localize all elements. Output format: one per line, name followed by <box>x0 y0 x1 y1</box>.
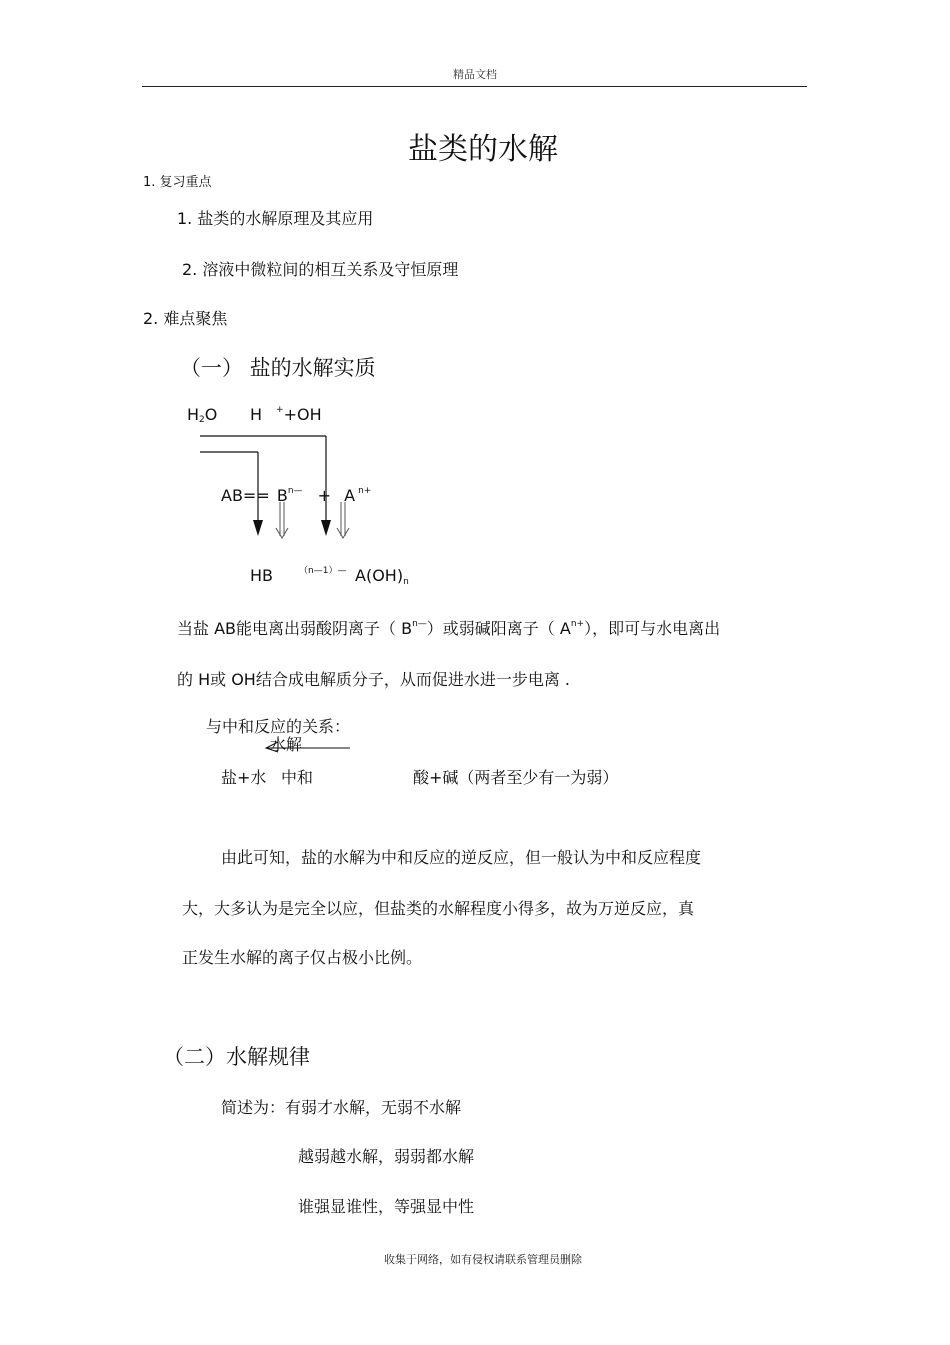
aoh-product: $A(OH)_n$ <box>355 566 409 587</box>
equation-right: 酸+碱（两者至少有一为弱） <box>413 768 619 787</box>
subsection-1-heading: （一） 盐的水解实质 <box>180 356 376 380</box>
review-point-2: 2. 溶液中微粒间的相互关系及守恒原理 <box>182 260 459 279</box>
section-1-label: 1. 复习重点 <box>143 175 212 190</box>
equation-middle: 中和 <box>281 768 314 787</box>
h-arrow-head <box>253 520 263 536</box>
paragraph-2-line-1: 由此可知，盐的水解为中和反应的逆反应，但一般认为中和反应程度 <box>221 848 702 867</box>
b-arrow-head <box>276 528 288 538</box>
a-arrow-head <box>337 528 349 538</box>
rule-line-1: 简述为：有弱才水解，无弱不水解 <box>221 1098 462 1117</box>
paragraph-2-line-3: 正发生水解的离子仅占极小比例。 <box>182 948 423 967</box>
h-plus-label: H ++OH <box>250 405 322 424</box>
paragraph-1-line-2: 的 H或 OH结合成电解质分子，从而促进水进一步电离 . <box>177 670 571 689</box>
subsection-2-heading: （二）水解规律 <box>163 1045 310 1069</box>
section-2-label: 2. 难点聚焦 <box>143 309 228 328</box>
equation-left: 盐+水 <box>221 768 267 787</box>
review-point-1: 1. 盐类的水解原理及其应用 <box>177 209 374 228</box>
paragraph-1-line-1: 当盐 AB能电离出弱酸阴离子（ $B^{n—}$）或弱碱阳离子（ $A^{n+}$），即可与水电离出 <box>177 619 721 638</box>
page-header: 精品文档 <box>453 68 497 81</box>
oh-arrow-head <box>321 520 331 536</box>
hb-product: HB $^{(n—1)—}$ <box>250 566 347 585</box>
rule-line-3: 谁强显谁性，等强显中性 <box>298 1197 475 1216</box>
page-footer: 收集于网络，如有侵权请联系管理员删除 <box>384 1253 582 1266</box>
relation-label: 与中和反应的关系： <box>206 717 351 736</box>
ab-dissociation: $AB== B^{n—} + A$ $^{n+}$ <box>221 486 372 505</box>
h2o-label: $H_2O$ <box>187 405 218 425</box>
page-title: 盐类的水解 <box>408 132 558 167</box>
rule-line-2: 越弱越水解，弱弱都水解 <box>298 1147 475 1166</box>
hydrolysis-arrow-label: 水解 <box>270 735 303 754</box>
paragraph-2-line-2: 大，大多认为是完全以应，但盐类的水解程度小得多，故为万逆反应，真 <box>182 899 695 918</box>
